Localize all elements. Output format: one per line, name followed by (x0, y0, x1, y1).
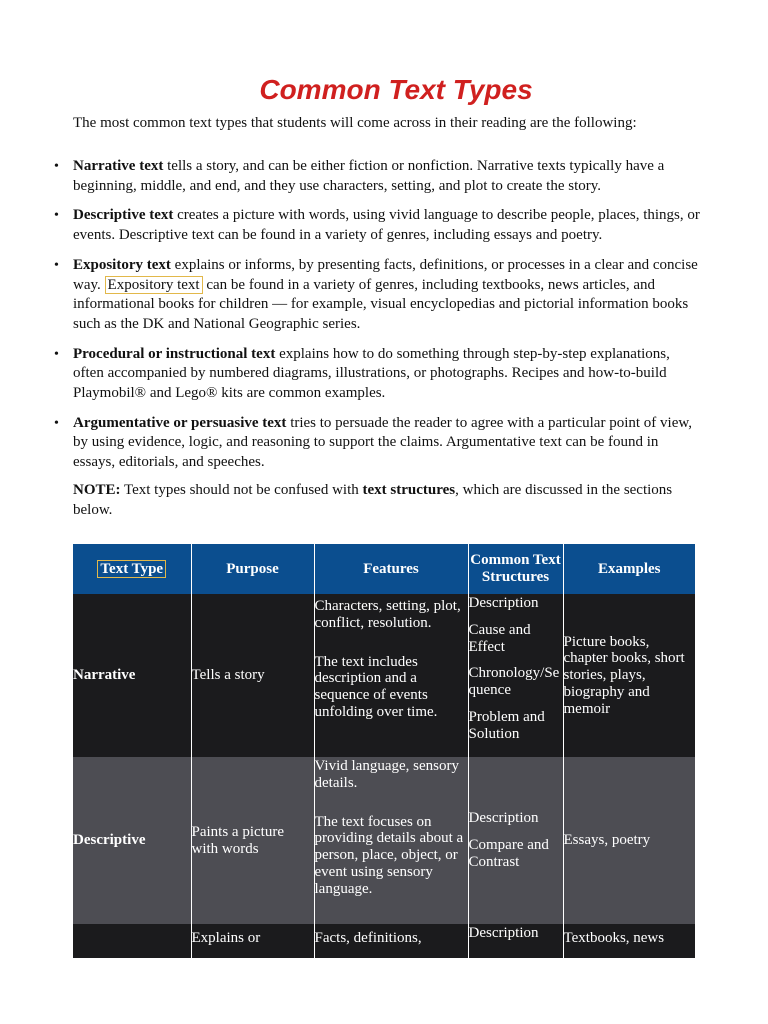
cell-features: Characters, setting, plot, conflict, resolution. The text includes description and a sequence of events unfolding over time. (314, 594, 468, 757)
list-item-argumentative (54, 414, 703, 473)
cell-type (73, 924, 191, 958)
term: Narrative text (73, 158, 164, 174)
term: Expository text (73, 256, 171, 273)
cell-type: Descriptive (73, 757, 191, 924)
cell-examples: Textbooks, news (563, 924, 695, 958)
term: Procedural or instructional text (73, 345, 276, 362)
text-types-table (73, 544, 695, 958)
page-title: Common Text Types (259, 74, 533, 105)
term: Argumentative or persuasive text (73, 414, 287, 431)
note-paragraph (73, 481, 713, 520)
header-text-type: Text Type (73, 544, 191, 594)
description: tries to persuade the reader to agree with a particular point of view, by using evidence, logic, and reasoning to support the claims. Argumentative text can be found in essays, editorials, and speeches. (73, 414, 692, 471)
table-header-row (73, 544, 695, 594)
cell-structures: Description (468, 924, 563, 958)
header-purpose: Purpose (191, 544, 314, 594)
cell-structures: Description Cause and Effect Chronology/Sequence Problem and Solution (468, 594, 563, 757)
description-before: explains or informs, by presenting facts, definitions, or processes in a clear and concise way. (73, 256, 698, 293)
bullet-icon: • (54, 159, 59, 174)
cell-structures: Description Compare and Contrast (468, 757, 563, 924)
note-bold: text structures (362, 482, 456, 498)
header-examples: Examples (563, 544, 695, 594)
description: explains how to do something through step-by-step explanations, often accompanied by numbered diagrams, illustrations, or photographs. Recipes and how-to-build Playmobil® and Lego® kits are common examples. (73, 345, 670, 402)
description: tells a story, and can be either fiction or nonfiction. Narrative texts typically have a beginning, middle, and end, and they use characters, setting, and plot to create the story. (73, 158, 665, 194)
note-text: Text types should not be confused with (120, 482, 363, 498)
cell-purpose: Explains or (191, 924, 314, 958)
description-after: can be found in a variety of genres, including textbooks, news articles, and informational books for children — for example, visual encyclopedias and pictorial information books such as the DK and National Geographic series. (73, 276, 689, 332)
description: creates a picture with words, using vivid language to describe people, places, things, or events. Descriptive text can be found in a variety of genres, including essays and poetry. (73, 207, 700, 244)
list-item-expository (54, 256, 703, 335)
header-structures: Common Text Structures (468, 544, 563, 594)
table-row (73, 924, 695, 958)
list-item-descriptive (54, 206, 703, 245)
cell-type: Narrative (73, 594, 191, 757)
note-text-after: , which are discussed in the sections below. (73, 482, 673, 518)
table-row (73, 594, 695, 757)
highlighted-phrase: Expository text (105, 276, 203, 294)
cell-examples: Essays, poetry (563, 757, 695, 924)
list-item-procedural (54, 345, 703, 404)
cell-purpose: Paints a picture with words (191, 757, 314, 924)
cell-purpose: Tells a story (191, 594, 314, 757)
bullet-icon: • (54, 257, 59, 273)
table-row (73, 757, 695, 924)
header-features: Features (314, 544, 468, 594)
text-types-list (54, 157, 703, 483)
bullet-icon: • (54, 415, 59, 431)
bullet-icon: • (54, 208, 59, 224)
bullet-icon: • (54, 346, 59, 362)
term: Descriptive text (73, 207, 174, 224)
list-item-narrative (54, 157, 703, 196)
cell-features: Facts, definitions, (314, 924, 468, 958)
cell-features: Vivid language, sensory details. The text focuses on providing details about a person, place, object, or event using sensory language. (314, 757, 468, 924)
note-label: NOTE: (73, 482, 121, 498)
intro-paragraph: The most common text types that students will come across in their reading are the following: (73, 115, 637, 131)
cell-examples: Picture books, chapter books, short stories, plays, biography and memoir (563, 594, 695, 757)
